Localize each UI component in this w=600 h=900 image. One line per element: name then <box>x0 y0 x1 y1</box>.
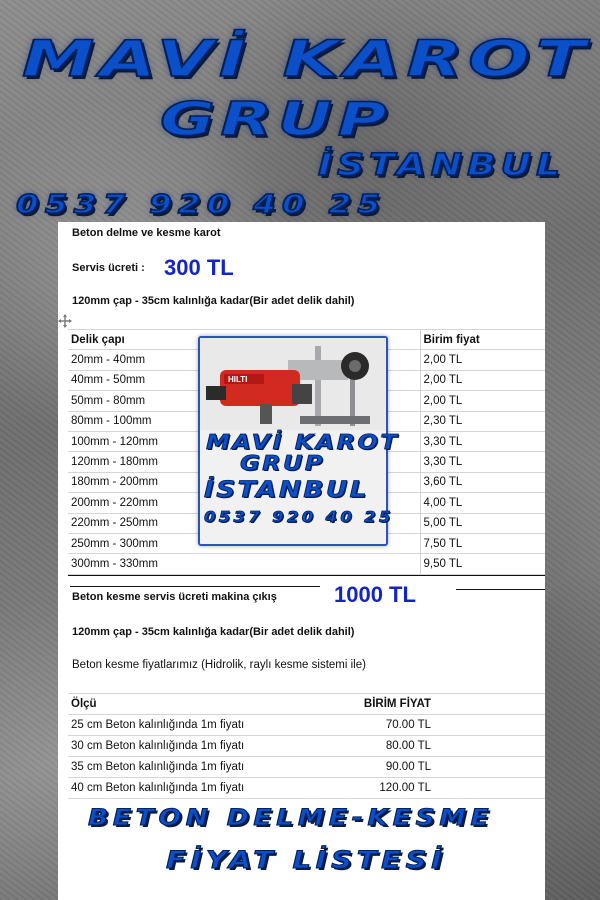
unit-price-cell: 3,60 TL <box>420 472 545 492</box>
card-brand-subtitle: GRUP <box>240 451 325 475</box>
footer-subtitle: FİYAT LİSTESİ <box>166 846 447 874</box>
unit-price-cell: 5,00 TL <box>420 513 545 533</box>
hole-size-cell: 20mm - 40mm <box>68 350 420 370</box>
hole-size-cell: 50mm - 80mm <box>68 391 420 411</box>
card-brand-city: İSTANBUL <box>204 478 369 503</box>
hole-size-cell: 120mm - 180mm <box>68 452 420 472</box>
price-list-panel <box>58 222 545 900</box>
drilling-heading: Beton delme ve kesme karot <box>72 227 221 239</box>
brand-subtitle: GRUP <box>160 92 393 146</box>
cutting-price-table <box>68 693 545 799</box>
drilling-service-label: Servis ücreti : <box>72 262 145 274</box>
svg-text:HILTI: HILTI <box>228 375 248 384</box>
meter-price-cell: 120.00 TL <box>325 778 435 799</box>
hole-size-cell: 80mm - 100mm <box>68 411 420 431</box>
hole-size-cell: 200mm - 220mm <box>68 493 420 513</box>
cutting-note: 120mm çap - 35cm kalınlığa kadar(Bir adet delik dahil) <box>72 626 355 638</box>
hole-size-cell: 100mm - 120mm <box>68 431 420 451</box>
hole-size-cell: 300mm - 330mm <box>68 554 420 574</box>
table-spacer-cell <box>435 757 545 778</box>
meter-price-cell: 80.00 TL <box>325 736 435 757</box>
unit-price-cell: 2,30 TL <box>420 411 545 431</box>
company-logo-card <box>198 336 400 546</box>
hole-size-cell: 220mm - 250mm <box>68 513 420 533</box>
hole-size-cell: 250mm - 300mm <box>68 533 420 553</box>
brand-title: MAVİ KAROT <box>22 30 591 88</box>
thickness-cell: 40 cm Beton kalınlığında 1m fiyatı <box>68 778 325 799</box>
section-divider <box>68 575 545 576</box>
cutting-price-rule <box>456 589 545 590</box>
unit-price-cell: 2,00 TL <box>420 391 545 411</box>
cutting-service-price: 1000 TL <box>334 582 416 607</box>
column-header-size: Delik çapı <box>68 330 420 350</box>
thickness-cell: 25 cm Beton kalınlığında 1m fiyatı <box>68 715 325 736</box>
drilling-note: 120mm çap - 35cm kalınlığa kadar(Bir adet delik dahil) <box>72 295 355 307</box>
table-row <box>68 715 545 736</box>
thickness-cell: 35 cm Beton kalınlığında 1m fiyatı <box>68 757 325 778</box>
meter-price-cell: 70.00 TL <box>325 715 435 736</box>
unit-price-cell: 3,30 TL <box>420 431 545 451</box>
table-spacer-cell <box>435 736 545 757</box>
brand-city: İSTANBUL <box>318 148 565 183</box>
hole-size-cell: 180mm - 200mm <box>68 472 420 492</box>
column-header-unit-price: BİRİM FİYAT <box>325 694 435 715</box>
table-spacer-cell <box>435 778 545 799</box>
unit-price-cell: 2,00 TL <box>420 370 545 390</box>
table-header-row <box>68 694 545 715</box>
meter-price-cell: 90.00 TL <box>325 757 435 778</box>
cutting-service-label: Beton kesme servis ücreti makina çıkış <box>72 591 277 603</box>
hole-size-cell: 40mm - 50mm <box>68 370 420 390</box>
cutting-system-note: Beton kesme fiyatlarımız (Hidrolik, raylı kesme sistemi ile) <box>72 659 366 671</box>
card-brand-title: MAVİ KAROT <box>206 430 400 454</box>
unit-price-cell: 9,50 TL <box>420 554 545 574</box>
column-header-price: Birim fiyat <box>420 330 545 350</box>
drilling-service-price: 300 TL <box>164 255 234 280</box>
core-drill-machine-image <box>200 338 386 430</box>
cutting-label-rule <box>70 586 320 587</box>
move-icon[interactable] <box>58 314 72 328</box>
footer-title: BETON DELME-KESME <box>88 806 494 831</box>
card-brand-phone: 0537 920 40 25 <box>204 508 394 526</box>
table-row <box>68 736 545 757</box>
unit-price-cell: 7,50 TL <box>420 533 545 553</box>
column-header-measure: Ölçü <box>68 694 325 715</box>
table-row <box>68 778 545 799</box>
unit-price-cell: 4,00 TL <box>420 493 545 513</box>
unit-price-cell: 3,30 TL <box>420 452 545 472</box>
thickness-cell: 30 cm Beton kalınlığında 1m fiyatı <box>68 736 325 757</box>
brand-phone: 0537 920 40 25 <box>16 190 387 220</box>
table-row <box>68 757 545 778</box>
unit-price-cell: 2,00 TL <box>420 350 545 370</box>
table-spacer-cell <box>435 694 545 715</box>
table-spacer-cell <box>435 715 545 736</box>
table-row <box>68 554 545 574</box>
